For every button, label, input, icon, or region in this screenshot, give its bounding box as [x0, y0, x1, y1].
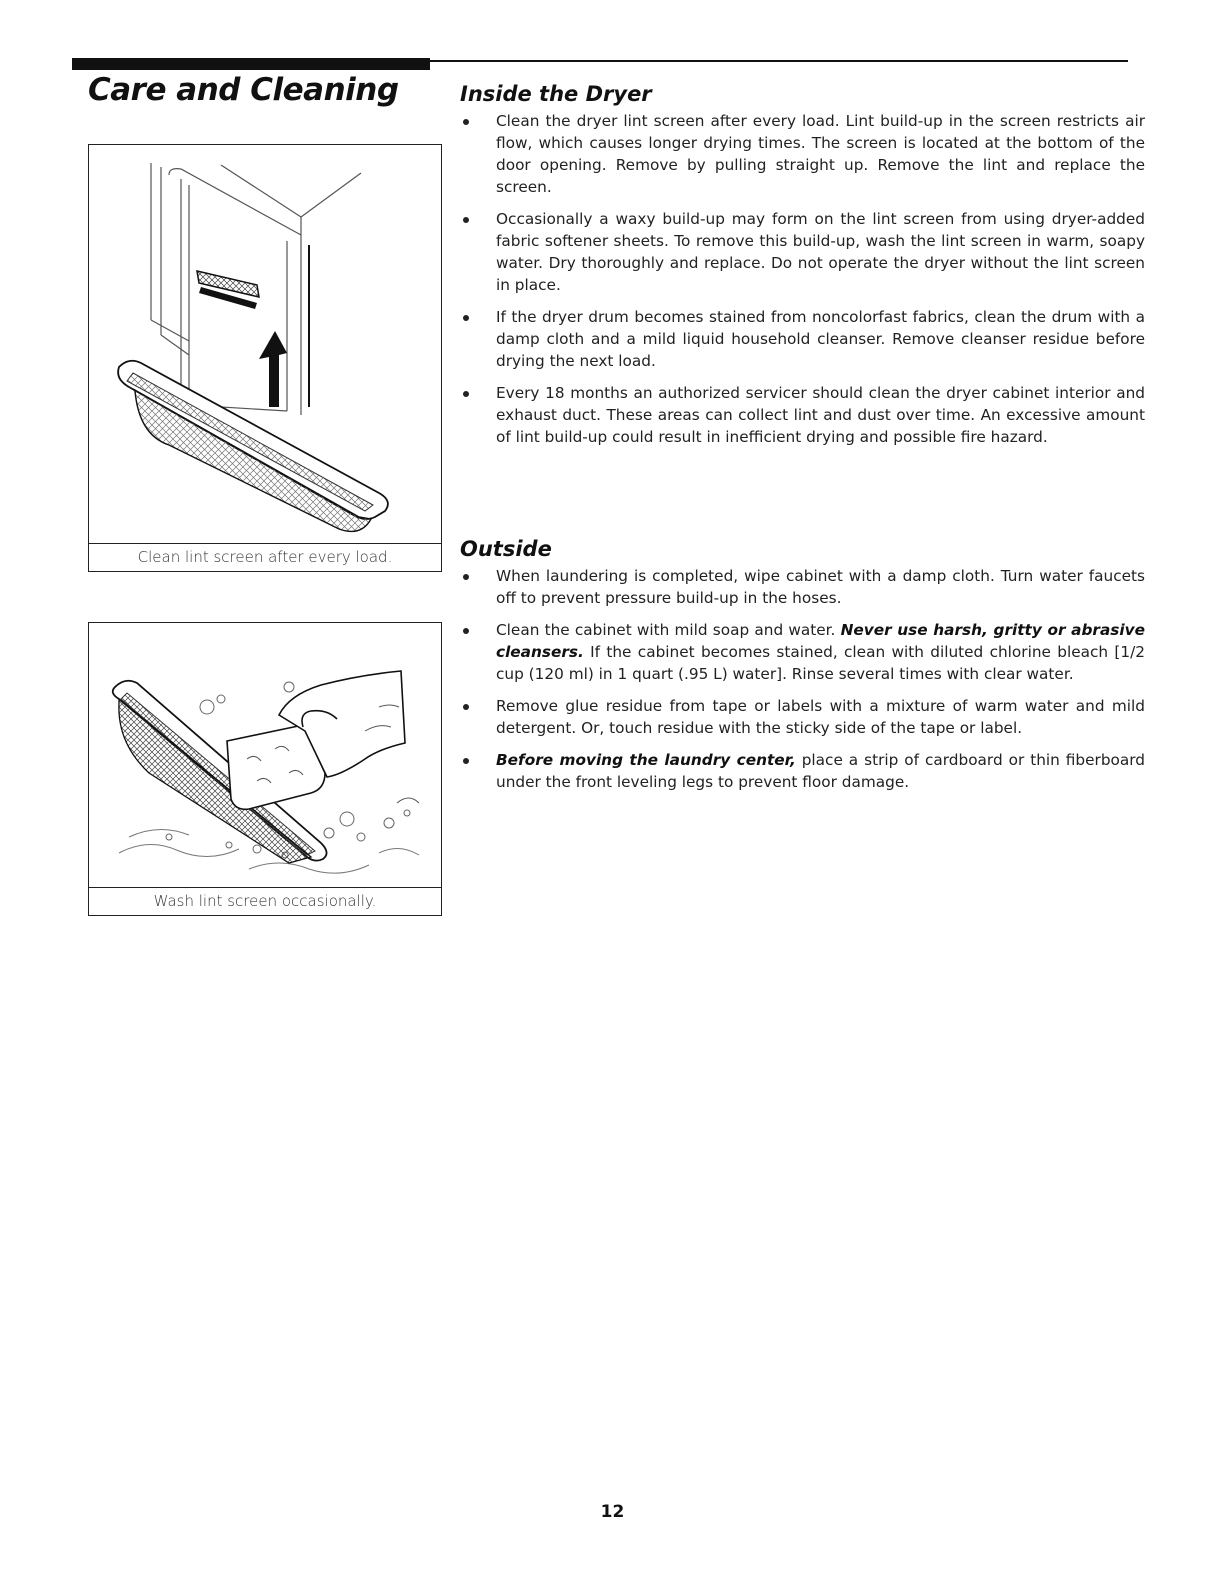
lint-screen-removal-illustration — [89, 145, 440, 543]
list-item: If the dryer drum becomes stained from noncolorfast fabrics, clean the drum with a damp cloth and a mild liquid household cleanser. Remove cleanser residue before drying the next load. — [460, 306, 1145, 372]
bullet-icon — [463, 628, 469, 634]
bullet-list — [460, 110, 1145, 448]
figure-caption: Wash lint screen occasionally. — [89, 887, 441, 915]
section-outside — [460, 537, 1145, 803]
header-rule-thin — [430, 60, 1128, 62]
page-title: Care and Cleaning — [88, 72, 399, 108]
bullet-list — [460, 565, 1145, 793]
bullet-icon — [463, 574, 469, 580]
list-item: Clean the dryer lint screen after every load. Lint build-up in the screen restricts air flow, which causes longer drying times. The screen is located at the bottom of the door opening. Remove by pulling straight up. Remove the lint and replace the screen. — [460, 110, 1145, 198]
warning-text: Never use harsh, gritty or abrasive cleansers. — [496, 621, 1145, 661]
list-item: When laundering is completed, wipe cabinet with a damp cloth. Turn water faucets off to prevent pressure build-up in the hoses. — [460, 565, 1145, 609]
list-item: Remove glue residue from tape or labels with a mixture of warm water and mild detergent. Or, touch residue with the sticky side of the tape or label. — [460, 695, 1145, 739]
emphasis-text: Before moving the laundry center, — [496, 751, 796, 769]
list-item: Occasionally a waxy build-up may form on the lint screen from using dryer-added fabric softener sheets. To remove this build-up, wash the lint screen in warm, soapy water. Dry thoroughly and replace. Do not operate the dryer without the lint screen in place. — [460, 208, 1145, 296]
bullet-icon — [463, 315, 469, 321]
page-number: 12 — [600, 1502, 625, 1522]
bullet-icon — [463, 704, 469, 710]
list-item: Before moving the laundry center, place a strip of cardboard or thin fiberboard under the front leveling legs to prevent floor damage. — [460, 749, 1145, 793]
figure-caption: Clean lint screen after every load. — [89, 543, 441, 571]
wash-lint-screen-illustration — [89, 623, 440, 887]
list-item: Clean the cabinet with mild soap and water. Never use harsh, gritty or abrasive cleansers. If the cabinet becomes stained, clean with diluted chlorine bleach [1/2 cup (120 ml) in 1 quart (.95 L) water]. Rinse several times with clear water. — [460, 619, 1145, 685]
figure-wash-lint-screen — [88, 622, 442, 916]
bullet-icon — [463, 217, 469, 223]
section-heading: Inside the Dryer — [460, 82, 652, 106]
bullet-icon — [463, 119, 469, 125]
section-inside-the-dryer — [460, 82, 1145, 458]
figure-lint-screen-removal — [88, 144, 442, 572]
bullet-icon — [463, 391, 469, 397]
section-heading: Outside — [460, 537, 552, 561]
header-rule-thick — [72, 58, 430, 70]
bullet-icon — [463, 758, 469, 764]
list-item: Every 18 months an authorized servicer should clean the dryer cabinet interior and exhaust duct. These areas can collect lint and dust over time. An excessive amount of lint build-up could result in inefficient drying and possible fire hazard. — [460, 382, 1145, 448]
